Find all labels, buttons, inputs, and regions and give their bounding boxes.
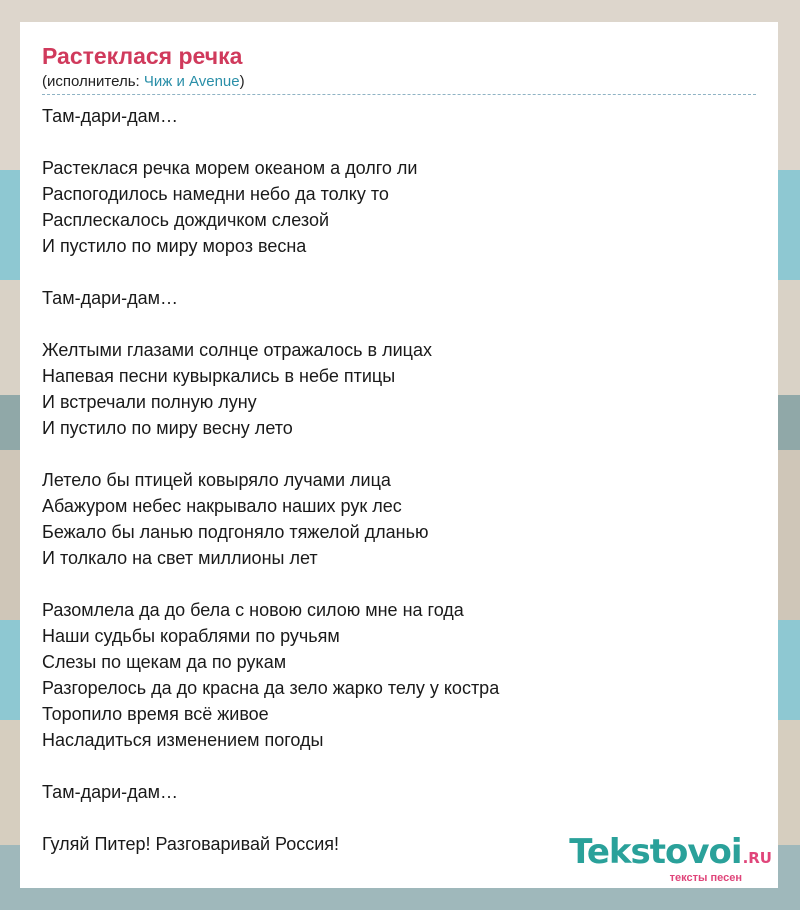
lyrics-card [20, 22, 778, 888]
artist-prefix: (исполнитель: [42, 73, 144, 90]
lyrics-line: Разомлела да до бела с новою силою мне на года [42, 600, 464, 620]
song-title: Растеклася речка [42, 43, 243, 69]
logo-wordmark [569, 834, 772, 876]
lyrics-blank-line [42, 311, 756, 337]
lyrics-line: Там-дари-дам… [42, 288, 179, 308]
lyrics-line: Наши судьбы кораблями по ручьям [42, 626, 340, 646]
lyrics-blank-line [42, 753, 756, 779]
lyrics-blank-line [42, 129, 756, 155]
logo-tld: .RU [742, 849, 772, 867]
lyrics-line: И встречали полную луну [42, 392, 257, 412]
site-logo[interactable] [569, 834, 772, 884]
lyrics-line: Распогодилось намедни небо да толку то [42, 184, 389, 204]
lyrics-body [42, 103, 756, 857]
lyrics-line: Разгорелось да до красна да зело жарко телу у костра [42, 678, 500, 698]
lyrics-blank-line [42, 571, 756, 597]
lyrics-line: Бежало бы ланью подгоняло тяжелой дланью [42, 522, 429, 542]
lyrics-line: Летело бы птицей ковыряло лучами лица [42, 470, 391, 490]
lyrics-blank-line [42, 259, 756, 285]
artist-link[interactable]: Чиж и Avenue [143, 73, 240, 90]
lyrics-line: Гуляй Питер! Разговаривай Россия! [42, 834, 340, 854]
lyrics-line: Желтыми глазами солнце отражалось в лицах [42, 340, 432, 360]
lyrics-line: Расплескалось дождичком слезой [42, 210, 330, 230]
lyrics-blank-line [42, 441, 756, 467]
lyrics-line: Слезы по щекам да по рукам [42, 652, 287, 672]
lyrics-line: Насладиться изменением погоды [42, 730, 324, 750]
lyrics-line: И толкало на свет миллионы лет [42, 548, 318, 568]
lyrics-line: И пустило по миру весну лето [42, 418, 293, 438]
lyrics-blank-line [42, 805, 756, 831]
lyrics-line: Там-дари-дам… [42, 782, 179, 802]
lyrics-line: Абажуром небес накрывало наших рук лес [42, 496, 402, 516]
lyrics-line: И пустило по миру мороз весна [42, 236, 307, 256]
artist-suffix: ) [239, 73, 245, 90]
logo-name: Tekstovoi [569, 832, 742, 872]
lyrics-line: Растеклася речка морем океаном а долго ли [42, 158, 418, 178]
lyrics-line: Там-дари-дам… [42, 106, 179, 126]
artist-line [42, 72, 756, 95]
lyrics-line: Торопило время всё живое [42, 704, 269, 724]
lyrics-line: Напевая песни кувыркались в небе птицы [42, 366, 396, 386]
logo-tagline: тексты песен [669, 872, 742, 884]
